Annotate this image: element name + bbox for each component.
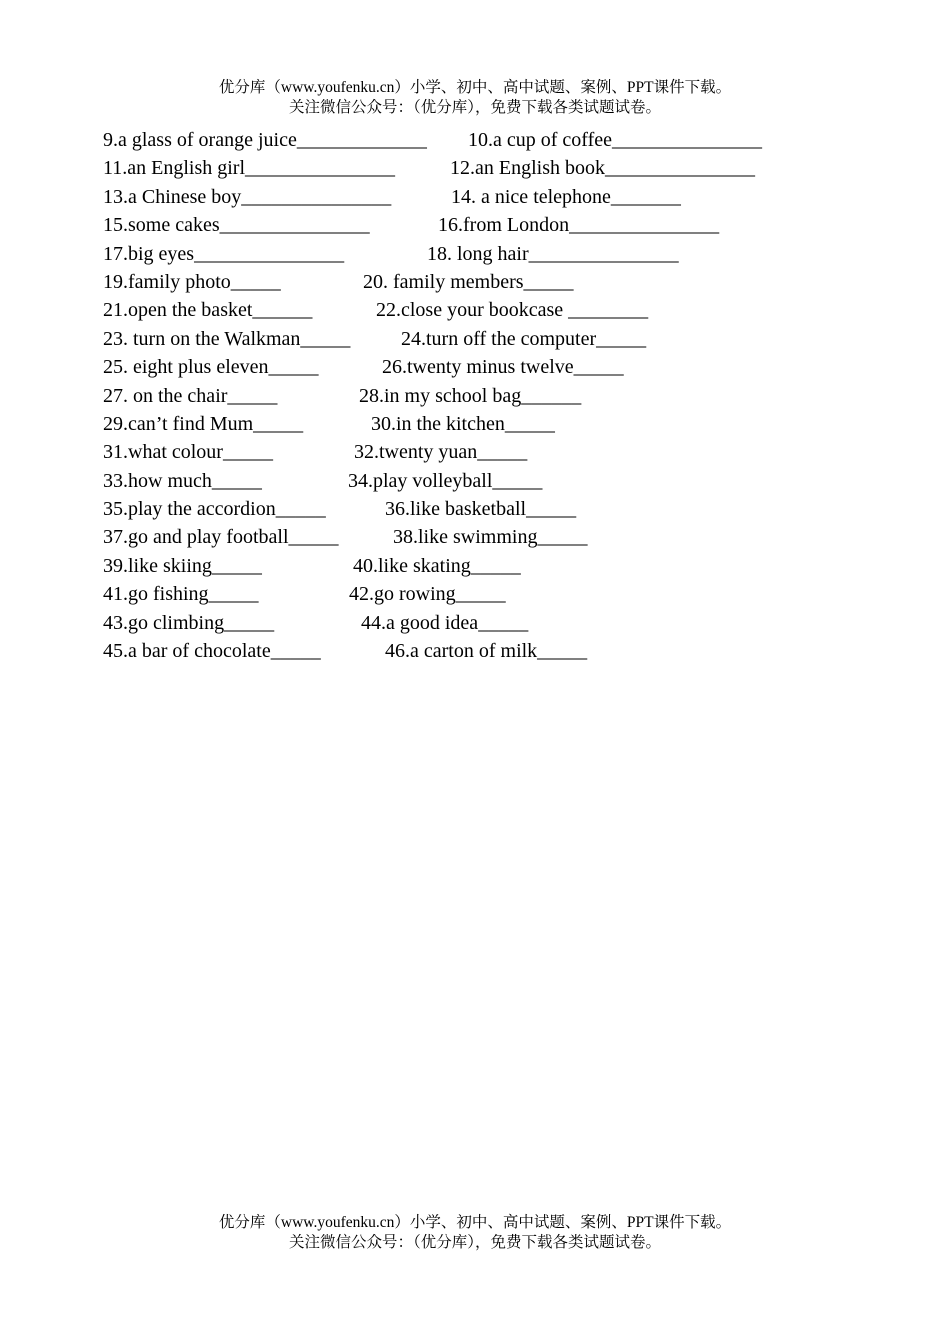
exercise-item: 42.go rowing_____: [349, 583, 506, 606]
page-header: [0, 78, 950, 118]
exercise-item: 13.a Chinese boy_______________: [103, 185, 392, 208]
exercise-item: 27. on the chair_____: [103, 384, 278, 407]
exercise-item: 37.go and play football_____: [103, 526, 339, 549]
exercise-item: 41.go fishing_____: [103, 583, 259, 606]
exercise-item: 20. family members_____: [363, 270, 574, 293]
exercise-item: 39.like skiing_____: [103, 554, 262, 577]
footer-line-2: 关注微信公众号：（优分库），免费下载各类试题试卷。: [288, 1234, 661, 1251]
exercise-item: 36.like basketball_____: [385, 498, 577, 521]
exercise-item: 26.twenty minus twelve_____: [382, 356, 624, 379]
exercise-item: 40.like skating_____: [353, 554, 521, 577]
exercise-item: 15.some cakes_______________: [103, 214, 370, 237]
exercise-item: 19.family photo_____: [103, 270, 281, 293]
exercise-item: 17.big eyes_______________: [103, 242, 345, 265]
exercise-item: 16.from London_______________: [438, 214, 720, 237]
exercise-item: 32.twenty yuan_____: [354, 441, 528, 464]
exercise-item: 30.in the kitchen_____: [371, 412, 555, 435]
exercise-item: 43.go climbing_____: [103, 611, 275, 634]
exercise-item: 28.in my school bag______: [359, 384, 582, 407]
header-line-1: 优分库（www.youfenku.cn）小学、初中、高中试题、案例、PPT课件下载。: [218, 79, 732, 96]
exercise-item: 22.close your bookcase ________: [376, 299, 649, 322]
exercise-item: 10.a cup of coffee_______________: [468, 129, 763, 151]
exercise-item: 24.turn off the computer_____: [401, 327, 647, 350]
exercise-item: 35.play the accordion_____: [103, 498, 326, 521]
exercise-item: 34.play volleyball_____: [348, 469, 543, 492]
exercise-item: 11.an English girl_______________: [103, 157, 396, 180]
exercise-item: 46.a carton of milk_____: [385, 640, 588, 663]
exercise-item: 21.open the basket______: [103, 299, 313, 322]
exercise-item: 18. long hair_______________: [427, 242, 679, 265]
exercise-item: 33.how much_____: [103, 469, 262, 492]
exercise-item: 12.an English book_______________: [450, 157, 755, 180]
exercise-item: 44.a good idea_____: [361, 611, 529, 634]
exercise-item: 23. turn on the Walkman_____: [103, 327, 351, 350]
exercise-item: 25. eight plus eleven_____: [103, 356, 319, 379]
exercise-item: 38.like swimming_____: [393, 526, 588, 549]
header-line-2: 关注微信公众号：（优分库），免费下载各类试题试卷。: [288, 99, 661, 116]
exercise-item: 45.a bar of chocolate_____: [103, 640, 321, 663]
footer-line-1: 优分库（www.youfenku.cn）小学、初中、高中试题、案例、PPT课件下载。: [218, 1214, 732, 1231]
exercise-item: 14. a nice telephone_______: [451, 185, 681, 208]
exercise-item: 9.a glass of orange juice_____________: [103, 129, 427, 151]
exercise-item: 31.what colour_____: [103, 441, 273, 464]
exercise-item: 29.can’t find Mum_____: [103, 412, 304, 435]
page-footer: [0, 1213, 950, 1253]
